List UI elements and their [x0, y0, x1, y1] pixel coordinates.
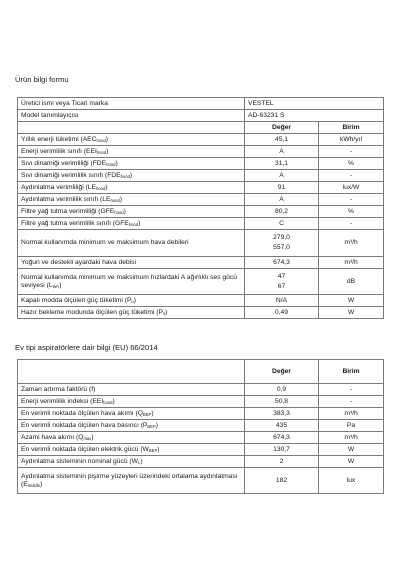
unit-off: W: [319, 295, 384, 307]
table-row: [18, 134, 384, 146]
table-row: [18, 158, 384, 170]
header-value: Değer: [245, 360, 319, 384]
row-label-text: Azami hava akımı (Q: [21, 433, 84, 441]
value-standby: 0,49: [245, 307, 319, 319]
value-noise-min: 47: [277, 272, 286, 280]
row-unit: lux/W: [319, 182, 384, 194]
header-value: Değer: [245, 122, 319, 134]
table-row: [18, 295, 384, 307]
label-off-sub: o: [131, 298, 134, 304]
row-value: A: [245, 194, 319, 206]
value-model: AD-63231 S: [245, 110, 384, 122]
row-unit: -: [319, 146, 384, 158]
row-label: [18, 408, 245, 420]
table-row: [18, 218, 384, 230]
row-value: 0,9: [245, 384, 319, 396]
unit-airflow: m³/h: [319, 230, 384, 257]
row-label: [18, 158, 245, 170]
row-unit: kWh/yıl: [319, 134, 384, 146]
header-blank: [18, 122, 245, 134]
value-airflow-max: 557,0: [273, 244, 290, 251]
table-row: [18, 432, 384, 444]
row-value: C: [245, 218, 319, 230]
row-unit: m³/h: [319, 408, 384, 420]
row-value: A: [245, 146, 319, 158]
row-unit: m³/h: [319, 432, 384, 444]
row-label-post: ): [119, 195, 123, 203]
label-airflow: Normal kullanımda minimum ve maksimum hava debileri: [18, 230, 245, 257]
value-airflow: [245, 230, 319, 257]
table-row: [18, 98, 384, 110]
row-label: [18, 206, 245, 218]
table-row: [18, 396, 384, 408]
product-info-table: [17, 97, 384, 319]
row-unit: -: [319, 194, 384, 206]
value-airflow-min: 279,0: [273, 234, 290, 242]
row-label-text: En verimli noktada ölçülen elektrik gücü (W: [21, 445, 149, 453]
label-noise-text: Normal kullanımda minimum ve maksimum hızlardaki A ağırlıklı ses gücü seviyesi (L: [21, 273, 237, 289]
row-label-sub: hood: [110, 197, 120, 203]
header-unit: Birim: [319, 122, 384, 134]
value-noise-max: 67: [277, 282, 286, 290]
table-row: [18, 110, 384, 122]
row-label-post: ): [105, 183, 108, 191]
row-label-sub: L: [137, 459, 141, 465]
unit-illum: lux: [319, 468, 384, 494]
row-label-post: ): [155, 421, 159, 429]
header-row: [18, 360, 384, 384]
row-label-text: Yıllık enerji tüketimi (AEC: [21, 135, 97, 143]
row-label-post: ): [105, 135, 109, 143]
unit-noise: dB: [319, 269, 384, 295]
row-value: 435: [245, 420, 319, 432]
form1-title: Ürün bilgi formu: [15, 75, 69, 84]
row-label: [18, 384, 245, 396]
row-label-post: ): [140, 457, 143, 465]
row-label: [18, 456, 245, 468]
label-illum: [18, 468, 245, 494]
table-row: [18, 146, 384, 158]
row-label-sub: BEP: [142, 411, 152, 417]
row-label-sub: hood: [106, 161, 116, 167]
label-intensive: Yoğun ve destekli ayardaki hava debisi: [18, 257, 245, 269]
value-intensive: 674,3: [245, 257, 319, 269]
row-label: [18, 170, 245, 182]
row-label: [18, 146, 245, 158]
row-label-text: Enerji verimlilik sınıfı (EEI: [21, 147, 97, 155]
table-row: [18, 420, 384, 432]
eu-info-table: [17, 359, 384, 494]
row-label-post: ): [138, 219, 141, 227]
row-label: [18, 218, 245, 230]
row-label: [18, 182, 245, 194]
row-label-text: Aydınlatma sisteminin nominal gücü (W: [21, 457, 138, 465]
header-row: [18, 122, 384, 134]
table-row: [18, 170, 384, 182]
row-label-sub: BEP: [147, 423, 156, 429]
form2-title: Ev tipi aspiratörlere dair bilgi (EU) 66/2014: [15, 343, 158, 352]
row-label-post: ): [112, 397, 115, 405]
row-value: 674,3: [245, 432, 319, 444]
label-off-text: Kapalı modda ölçülen güç tüketimi (P: [21, 296, 132, 304]
label-manufacturer: Üretici ismi veya Ticari marka: [18, 98, 245, 110]
table-row: [18, 408, 384, 420]
row-label-text: Filtre yağ tutma verimlilik sınıfı (GFE: [21, 219, 129, 227]
row-value: 383,3: [245, 408, 319, 420]
row-unit: %: [319, 158, 384, 170]
table-row: [18, 384, 384, 396]
row-label-post: ): [123, 207, 126, 215]
row-value: 50,8: [245, 396, 319, 408]
row-label-text: Filtre yağ tutma verimliliği (GFE: [21, 207, 115, 215]
value-manufacturer: VESTEL: [245, 98, 384, 110]
label-standby-post: ): [165, 308, 168, 316]
row-label-post: ): [151, 409, 154, 417]
row-label-post: ): [106, 147, 109, 155]
label-illum-sub: middle: [27, 482, 41, 488]
value-noise: [245, 269, 319, 295]
row-label-sub: hood: [96, 149, 107, 155]
label-off-post: ): [133, 296, 136, 304]
label-noise-sub: WA: [52, 283, 60, 289]
header-unit: Birim: [319, 360, 384, 384]
row-label-text: Aydınlatma verimlilik sınıfı (LE: [21, 195, 111, 203]
row-label-sub: hood: [128, 221, 139, 227]
row-value: 130,7: [245, 444, 319, 456]
row-label-sub: hood: [95, 185, 106, 191]
row-label: [18, 420, 245, 432]
row-label-text: Sıvı dinamiği verimliliği (FDE: [21, 159, 107, 167]
row-label-post: ): [157, 445, 160, 453]
label-noise-post: ): [59, 281, 62, 289]
table-row: [18, 194, 384, 206]
row-unit: -: [319, 396, 384, 408]
row-label-text: En verimli noktada ölçülen hava basıncı (P: [21, 421, 148, 429]
header-blank: [18, 360, 245, 384]
label-standby-sub: s: [163, 310, 166, 316]
label-illum-text: Aydınlatma sisteminin pişirme yüzeyleri üzerindeki ortalama aydınlatması (E: [21, 472, 238, 488]
row-value: 91: [245, 182, 319, 194]
row-label: [18, 432, 245, 444]
row-value: A: [245, 170, 319, 182]
row-label-text: Sıvı dinamiği verimlilik sınıfı (FDE: [21, 171, 121, 179]
table-row: [18, 230, 384, 257]
row-label-text: Aydınlatma verimliliği (LE: [21, 183, 96, 191]
row-label-sub: BEP: [148, 447, 158, 453]
row-value: 80,2: [245, 206, 319, 218]
label-model: Model tanımlayıcısı: [18, 110, 245, 122]
table-row: [18, 257, 384, 269]
label-standby-text: Hazır bekleme modunda ölçülen güç tüketimi (P: [21, 308, 163, 316]
label-standby: [18, 307, 245, 319]
row-label-post: ): [115, 159, 118, 167]
unit-intensive: m³/h: [319, 257, 384, 269]
unit-standby: W: [319, 307, 384, 319]
row-value: 2: [245, 456, 319, 468]
row-label-text: En verimli noktada ölçülen hava akımı (Q: [21, 409, 143, 417]
row-label-post: ): [129, 171, 133, 179]
row-label: [18, 396, 245, 408]
row-unit: W: [319, 456, 384, 468]
table-row: [18, 206, 384, 218]
value-illum: 182: [245, 468, 319, 494]
row-unit: W: [319, 444, 384, 456]
row-label-sub: hood: [120, 173, 130, 179]
label-off: [18, 295, 245, 307]
row-label-text: Zaman artırma faktörü (f): [21, 385, 96, 393]
value-off: N/A: [245, 295, 319, 307]
row-label-sub: hood: [96, 137, 106, 143]
label-illum-post: ): [40, 480, 43, 488]
row-value: 45,1: [245, 134, 319, 146]
label-noise: [18, 269, 245, 295]
table-row: [18, 468, 384, 494]
row-value: 31,1: [245, 158, 319, 170]
table-row: [18, 182, 384, 194]
table-row: [18, 269, 384, 295]
row-unit: -: [319, 218, 384, 230]
row-unit: Pa: [319, 420, 384, 432]
row-label-sub: hood: [103, 399, 113, 405]
row-unit: -: [319, 170, 384, 182]
table-row: [18, 307, 384, 319]
row-label-post: ): [91, 433, 94, 441]
row-label: [18, 134, 245, 146]
table-row: [18, 444, 384, 456]
table-row: [18, 456, 384, 468]
row-label-text: Enerji verimlilik indeksi (EEI: [21, 397, 104, 405]
row-label-sub: max: [83, 435, 92, 441]
row-unit: -: [319, 384, 384, 396]
row-label: [18, 444, 245, 456]
row-label-sub: hood: [114, 209, 124, 215]
row-unit: %: [319, 206, 384, 218]
row-label: [18, 194, 245, 206]
